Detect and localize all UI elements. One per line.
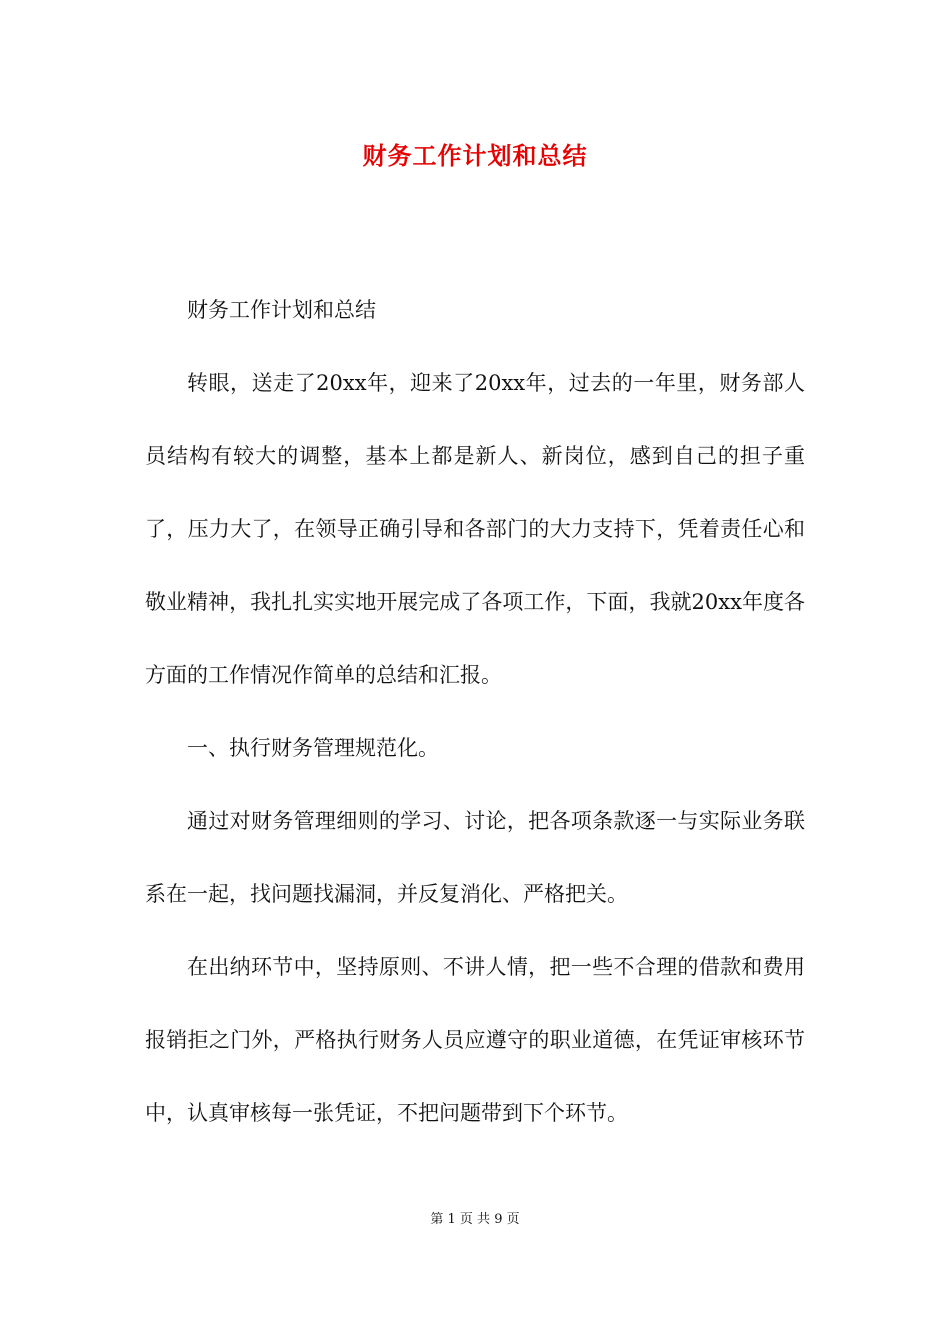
- section-heading-1: 一、执行财务管理规范化。: [187, 736, 439, 760]
- paragraph-heading: 财务工作计划和总结: [187, 298, 376, 322]
- document-title: 财务工作计划和总结: [362, 141, 588, 170]
- paragraph-section-1-a: 通过对财务管理细则的学习、讨论，把各项条款逐一与实际业务联系在一起，找问题找漏洞，并反复消化、严格把关。: [145, 809, 805, 906]
- paragraph-intro: 转眼，送走了20xx年，迎来了20xx年，过去的一年里，财务部人员结构有较大的调整，基本上都是新人、新岗位，感到自己的担子重了，压力大了，在领导正确引导和各部门的大力支持下，凭着责任心和敬业精神，我扎扎实实地开展完成了各项工作，下面，我就20xx年度各方面的工作情况作简单的总结和汇报。: [145, 371, 805, 687]
- paragraph-section-1-b: 在出纳环节中，坚持原则、不讲人情，把一些不合理的借款和费用报销拒之门外，严格执行财务人员应遵守的职业道德，在凭证审核环节中，认真审核每一张凭证，不把问题带到下个环节。: [145, 955, 805, 1125]
- page-number: 第 1 页 共 9 页: [430, 1212, 520, 1227]
- page-footer: [0, 1208, 950, 1227]
- document-body: [145, 274, 805, 1150]
